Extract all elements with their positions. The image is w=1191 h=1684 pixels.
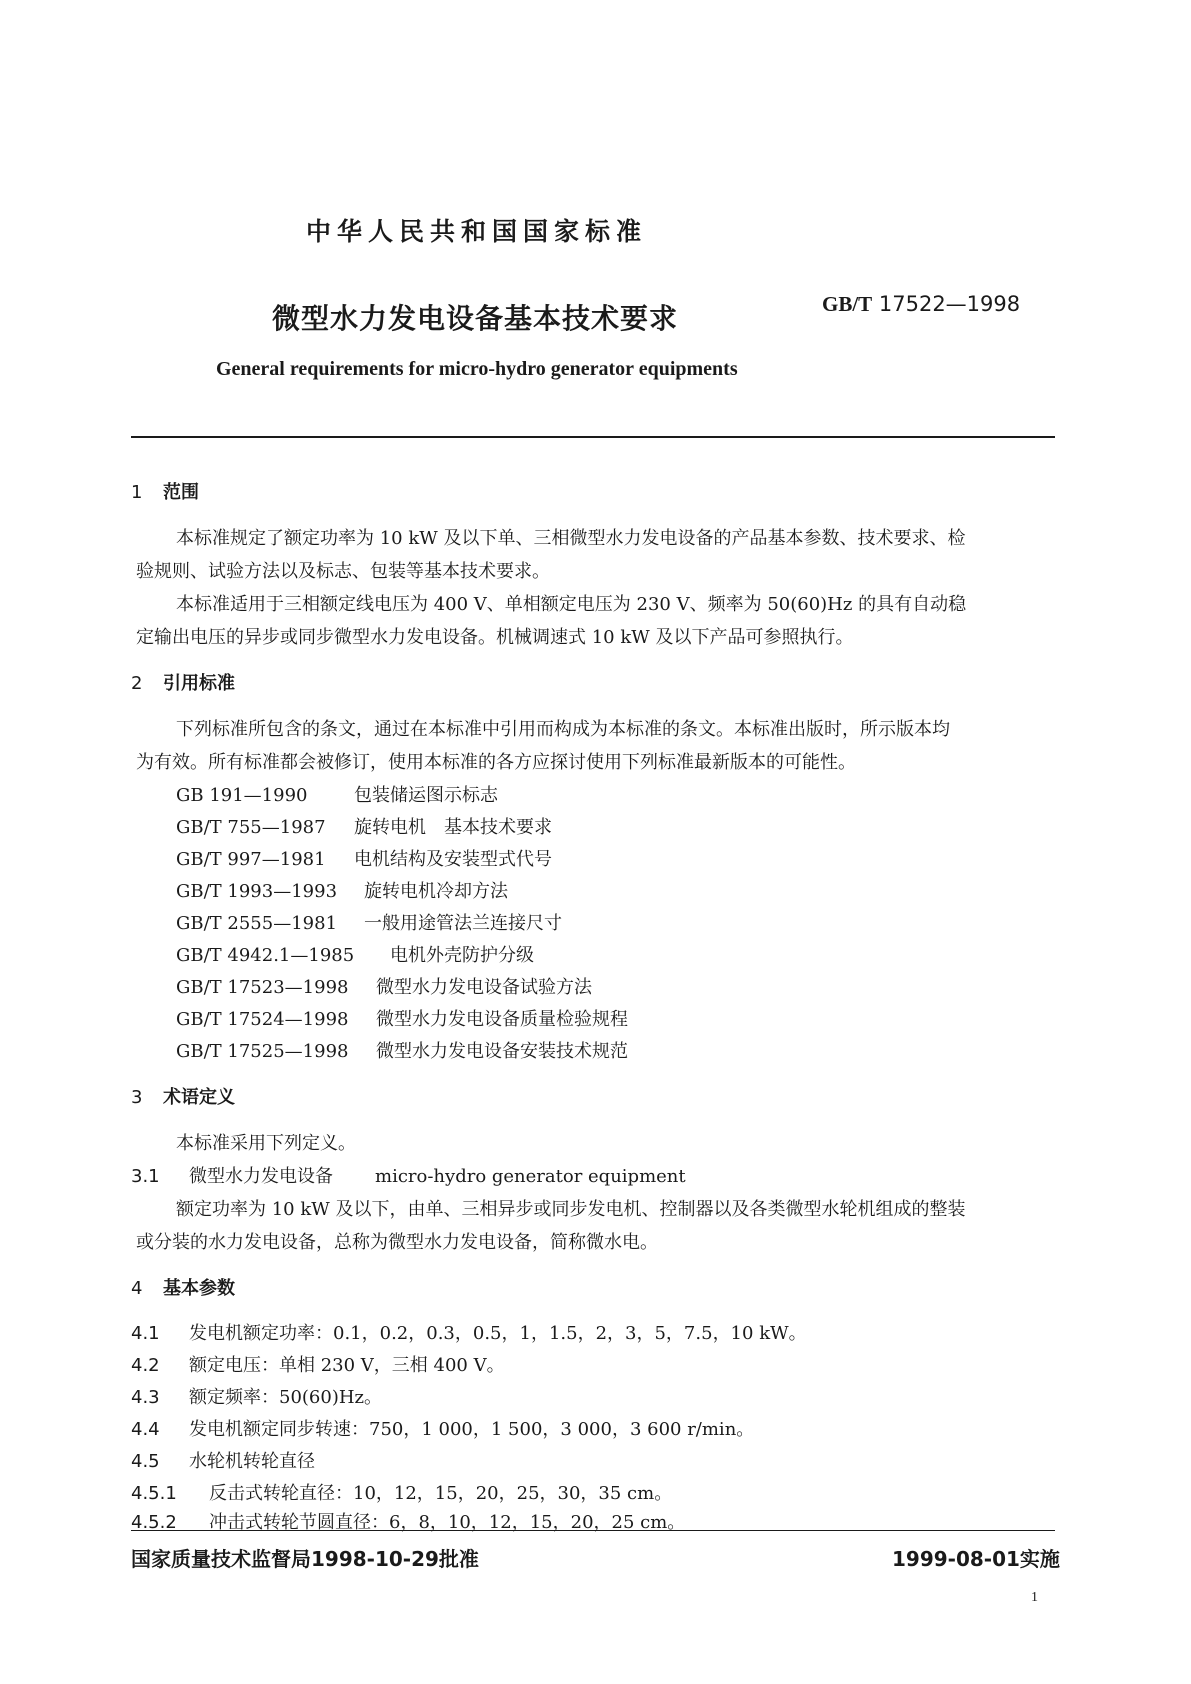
clause-3-1 [131,1162,686,1188]
clause-number: 4.3 [131,1387,160,1408]
reference-title: 电机外壳防护分级 [390,945,534,966]
clause-text: 冲击式转轮节圆直径：6，8，10，12，15，20，25 cm。 [209,1512,686,1533]
approval-info: 国家质量技术监督局1998-10-29批准 [131,1547,479,1571]
reference-title: 微型水力发电设备质量检验规程 [376,1009,628,1030]
section-4-title: 基本参数 [163,1278,235,1299]
clause-text: 水轮机转轮直径 [189,1451,315,1472]
clause-text: 额定电压：单相 230 V，三相 400 V。 [189,1355,505,1376]
reference-title: 旋转电机 基本技术要求 [354,817,552,838]
clause-row [131,1415,754,1441]
clause-number: 4.2 [131,1355,160,1376]
clause-number: 4.4 [131,1419,160,1440]
section-2-title: 引用标准 [163,673,235,694]
reference-code: GB/T 17523—1998 [176,977,349,998]
clause-text: 发电机额定同步转速：750，1 000，1 500，3 000，3 600 r/min。 [189,1419,755,1440]
reference-item [176,781,498,807]
clause-text: 额定频率：50(60)Hz。 [189,1387,383,1408]
standard-prefix: GB/T [822,292,873,316]
reference-title: 微型水力发电设备试验方法 [376,977,592,998]
section-2-heading [131,669,235,695]
national-standard-heading: 中华人民共和国国家标准 [306,217,648,246]
document-title: 微型水力发电设备基本技术要求 [272,302,679,335]
reference-item [176,1037,628,1063]
section-4-heading [131,1274,235,1300]
term-english: micro-hydro generator equipment [375,1166,686,1187]
reference-item [176,813,552,839]
section-3-number: 3 [131,1087,143,1108]
reference-item [176,845,552,871]
clause-row [131,1479,672,1505]
reference-code: GB/T 755—1987 [176,817,326,838]
section-4-number: 4 [131,1278,143,1299]
reference-code: GB/T 2555—1981 [176,913,338,934]
standard-code: 17522—1998 [878,292,1021,316]
clause-row [131,1319,807,1345]
header-divider [131,436,1055,438]
clause-row [131,1351,505,1377]
reference-title: 微型水力发电设备安装技术规范 [376,1041,628,1062]
section-3-intro: 本标准采用下列定义。 [176,1133,356,1154]
reference-code: GB/T 1993—1993 [176,881,338,902]
reference-title: 包装储运图示标志 [354,785,498,806]
section-1-paragraph-2-line-2: 定输出电压的异步或同步微型水力发电设备。机械调速式 10 kW 及以下产品可参照执行。 [136,627,854,648]
reference-item [176,1005,628,1031]
section-1-number: 1 [131,482,143,503]
clause-row [131,1383,382,1409]
term-chinese: 微型水力发电设备 [189,1166,333,1187]
section-1-paragraph-2-line-1: 本标准适用于三相额定线电压为 400 V、单相额定电压为 230 V、频率为 50(60)Hz 的具有自动稳 [176,594,967,615]
clause-number: 4.5 [131,1451,160,1472]
reference-code: GB/T 17524—1998 [176,1009,349,1030]
section-1-paragraph-1-line-2: 验规则、试验方法以及标志、包装等基本技术要求。 [136,561,550,582]
standard-number [822,292,1020,317]
reference-code: GB/T 4942.1—1985 [176,945,355,966]
clause-text: 发电机额定功率：0.1，0.2，0.3，0.5，1，1.5，2，3，5，7.5，10 kW。 [189,1323,807,1344]
clause-number: 4.1 [131,1323,160,1344]
document-title-english: General requirements for micro-hydro generator equipments [216,358,738,380]
clause-text: 反击式转轮直径：10，12，15，20，25，30，35 cm。 [209,1483,673,1504]
reference-item [176,877,508,903]
reference-code: GB/T 17525—1998 [176,1041,349,1062]
clause-number: 4.5.2 [131,1512,177,1533]
reference-code: GB/T 997—1981 [176,849,326,870]
section-3-title: 术语定义 [163,1087,235,1108]
section-3-heading [131,1083,235,1109]
footer-divider [131,1530,1055,1531]
section-2-number: 2 [131,673,143,694]
clause-number: 3.1 [131,1166,160,1187]
clause-row [131,1447,315,1473]
section-2-paragraph-line-2: 为有效。所有标准都会被修订，使用本标准的各方应探讨使用下列标准最新版本的可能性。 [136,752,856,773]
reference-title: 一般用途管法兰连接尺寸 [364,913,562,934]
effective-date: 1999-08-01实施 [892,1547,1060,1571]
reference-title: 电机结构及安装型式代号 [354,849,552,870]
definition-line-2: 或分装的水力发电设备，总称为微型水力发电设备，简称微水电。 [136,1232,658,1253]
section-2-paragraph-line-1: 下列标准所包含的条文，通过在本标准中引用而构成为本标准的条文。本标准出版时，所示版本均 [176,719,950,740]
section-1-heading [131,478,199,504]
section-1-paragraph-1-line-1: 本标准规定了额定功率为 10 kW 及以下单、三相微型水力发电设备的产品基本参数、技术要求、检 [176,528,966,549]
clause-number: 4.5.1 [131,1483,177,1504]
reference-item [176,973,592,999]
section-1-title: 范围 [163,482,199,503]
page-number: 1 [1031,1590,1038,1605]
reference-code: GB 191—1990 [176,785,308,806]
reference-title: 旋转电机冷却方法 [364,881,508,902]
definition-line-1: 额定功率为 10 kW 及以下，由单、三相异步或同步发电机、控制器以及各类微型水轮机组成的整装 [176,1199,966,1220]
reference-item [176,909,562,935]
reference-item [176,941,534,967]
